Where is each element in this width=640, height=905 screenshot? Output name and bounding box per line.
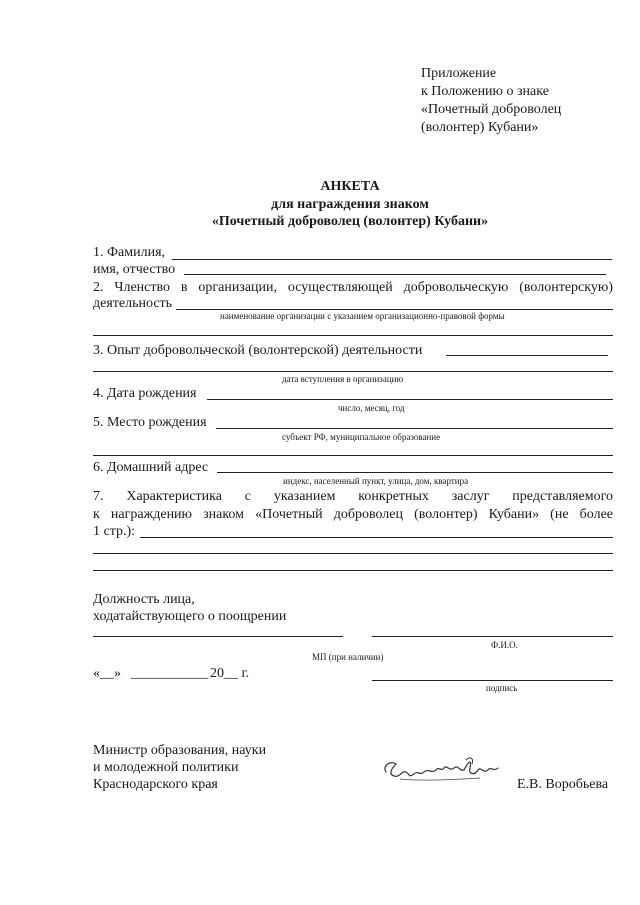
form-subtitle-2: «Почетный доброволец (волонтер) Кубани» bbox=[211, 214, 489, 229]
fio-line[interactable] bbox=[372, 636, 613, 637]
experience-line[interactable] bbox=[446, 355, 608, 356]
field-1-label-b: имя, отчество bbox=[93, 262, 176, 277]
date-year: 20__ г. bbox=[210, 666, 250, 681]
date-month: ___________ bbox=[131, 666, 208, 681]
footer-line-2: и молодежной политики bbox=[93, 760, 239, 775]
footer-line-3: Краснодарского края bbox=[93, 777, 218, 792]
field-2-line-1: 2. Членство в организации, осуществляющей добровольческую (волонтерскую) bbox=[93, 280, 613, 295]
signature-hint: подпись bbox=[486, 683, 518, 693]
appendix-line-1: Приложение bbox=[421, 66, 497, 81]
appendix-line-2: к Положению о знаке bbox=[421, 84, 549, 99]
birthplace-line[interactable] bbox=[216, 428, 613, 429]
birthdate-line[interactable] bbox=[207, 399, 613, 400]
fio-hint: Ф.И.О. bbox=[491, 640, 518, 650]
field-7-line-2: к награждению знаком «Почетный доброволец (волонтер) Кубани» (не более bbox=[93, 507, 613, 522]
appendix-line-3: «Почетный доброволец bbox=[421, 102, 562, 117]
field-4-hint: число, месяц, год bbox=[338, 403, 405, 413]
field-3-label: 3. Опыт добровольческой (волонтерской) деятельности bbox=[93, 343, 423, 358]
stamp-label: МП (при наличии) bbox=[312, 652, 384, 662]
address-line[interactable] bbox=[217, 472, 613, 473]
field-5-hint: субъект РФ, муниципальное образование bbox=[282, 432, 441, 442]
characteristic-line-2[interactable] bbox=[93, 553, 613, 554]
name-line[interactable] bbox=[184, 274, 606, 275]
characteristic-line-3[interactable] bbox=[93, 570, 613, 571]
characteristic-line-1[interactable] bbox=[140, 537, 613, 538]
field-2-hint: наименование организации с указанием организационно-правовой формы bbox=[220, 311, 505, 321]
field-5-label: 5. Место рождения bbox=[93, 415, 207, 430]
position-line[interactable] bbox=[93, 636, 343, 637]
field-7-line-1: 7. Характеристика с указанием конкретных заслуг представляемого bbox=[93, 489, 613, 504]
field-4-label: 4. Дата рождения bbox=[93, 386, 197, 401]
signature-line[interactable] bbox=[372, 680, 613, 681]
organization-line-2[interactable] bbox=[93, 335, 613, 336]
footer-line-1: Министр образования, науки bbox=[93, 743, 267, 758]
form-subtitle-1: для награждения знаком bbox=[271, 197, 429, 212]
appendix-line-4: (волонтер) Кубани» bbox=[421, 120, 539, 135]
field-2-label: деятельность bbox=[93, 296, 173, 311]
field-6-label: 6. Домашний адрес bbox=[93, 460, 209, 475]
organization-line[interactable] bbox=[176, 309, 613, 310]
field-1-label: 1. Фамилия, bbox=[93, 245, 166, 260]
field-7-label: 1 стр.): bbox=[93, 524, 136, 539]
field-6-hint: индекс, населенный пункт, улица, дом, квартира bbox=[283, 476, 469, 486]
handwritten-signature bbox=[380, 752, 510, 786]
surname-line[interactable] bbox=[172, 259, 612, 260]
field-3-hint: дата вступления в организацию bbox=[282, 374, 404, 384]
position-label-1: Должность лица, bbox=[93, 592, 195, 607]
position-label-2: ходатайствующего о поощрении bbox=[93, 609, 287, 624]
form-title: АНКЕТА bbox=[320, 179, 380, 194]
date-day: «__» bbox=[93, 666, 121, 681]
birthplace-line-2[interactable] bbox=[93, 455, 613, 456]
experience-line-2[interactable] bbox=[93, 371, 613, 372]
footer-name: Е.В. Воробьева bbox=[517, 777, 609, 792]
